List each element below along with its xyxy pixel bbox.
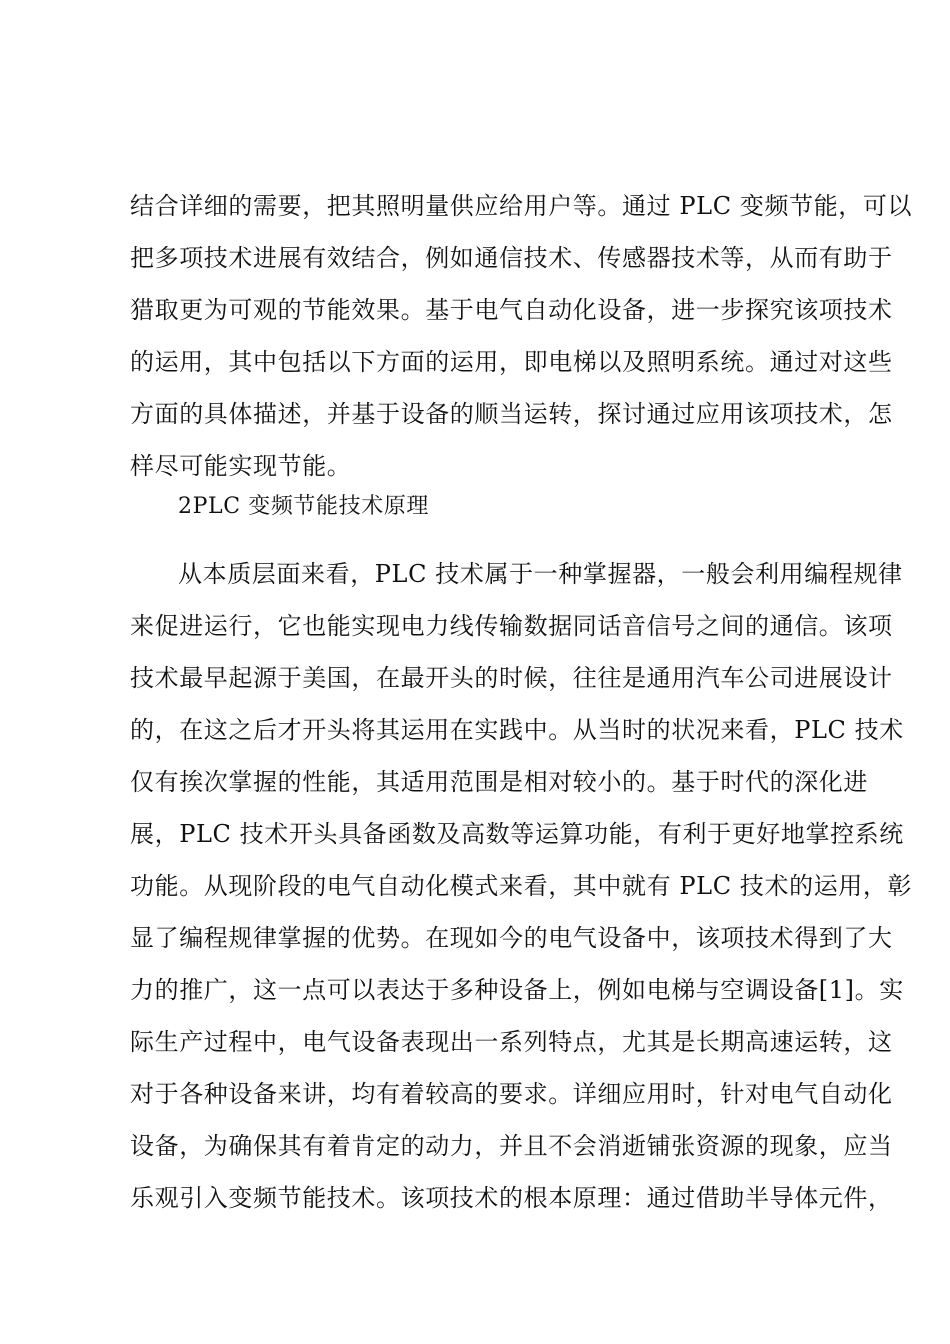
paragraph-line: 从本质层面来看，PLC 技术属于一种掌握器，一般会利用编程规律 [178, 560, 903, 588]
paragraph-line: 把多项技术进展有效结合，例如通信技术、传感器技术等，从而有助于 [130, 244, 893, 272]
paragraph-line: 的，在这之后才开头将其运用在实践中。从当时的状况来看，PLC 技术 [130, 716, 904, 744]
paragraph-line: 设备，为确保其有着肯定的动力，并且不会消逝铺张资源的现象，应当 [130, 1132, 893, 1160]
paragraph-line: 技术最早起源于美国，在最开头的时候，往往是通用汽车公司进展设计 [130, 664, 893, 692]
paragraph-line: 乐观引入变频节能技术。该项技术的根本原理：通过借助半导体元件， [130, 1184, 893, 1212]
paragraph-line: 方面的具体描述，并基于设备的顺当运转，探讨通过应用该项技术，怎 [130, 400, 893, 428]
paragraph-line: 功能。从现阶段的电气自动化模式来看，其中就有 PLC 技术的运用，彰 [130, 872, 913, 900]
section-heading: 2PLC 变频节能技术原理 [178, 494, 430, 519]
paragraph-line: 显了编程规律掌握的优势。在现如今的电气设备中，该项技术得到了大 [130, 924, 893, 952]
paragraph-line: 的运用，其中包括以下方面的运用，即电梯以及照明系统。通过对这些 [130, 348, 893, 376]
paragraph-2 [130, 548, 913, 1224]
paragraph-1 [130, 180, 913, 492]
paragraph-line: 仅有挨次掌握的性能，其适用范围是相对较小的。基于时代的深化进 [130, 768, 868, 796]
paragraph-line: 猎取更为可观的节能效果。基于电气自动化设备，进一步探究该项技术 [130, 296, 893, 324]
paragraph-line: 际生产过程中，电气设备表现出一系列特点，尤其是长期高速运转，这 [130, 1028, 893, 1056]
paragraph-line: 展，PLC 技术开头具备函数及高数等运算功能，有利于更好地掌控系统 [130, 820, 904, 848]
paragraph-line: 对于各种设备来讲，均有着较高的要求。详细应用时，针对电气自动化 [130, 1080, 893, 1108]
paragraph-line: 结合详细的需要，把其照明量供应给用户等。通过 PLC 变频节能，可以 [130, 192, 913, 220]
paragraph-line: 力的推广，这一点可以表达于多种设备上，例如电梯与空调设备[1]。实 [130, 976, 904, 1004]
paragraph-line: 来促进运行，它也能实现电力线传输数据同话音信号之间的通信。该项 [130, 612, 893, 640]
paragraph-line: 样尽可能实现节能。 [130, 452, 352, 480]
